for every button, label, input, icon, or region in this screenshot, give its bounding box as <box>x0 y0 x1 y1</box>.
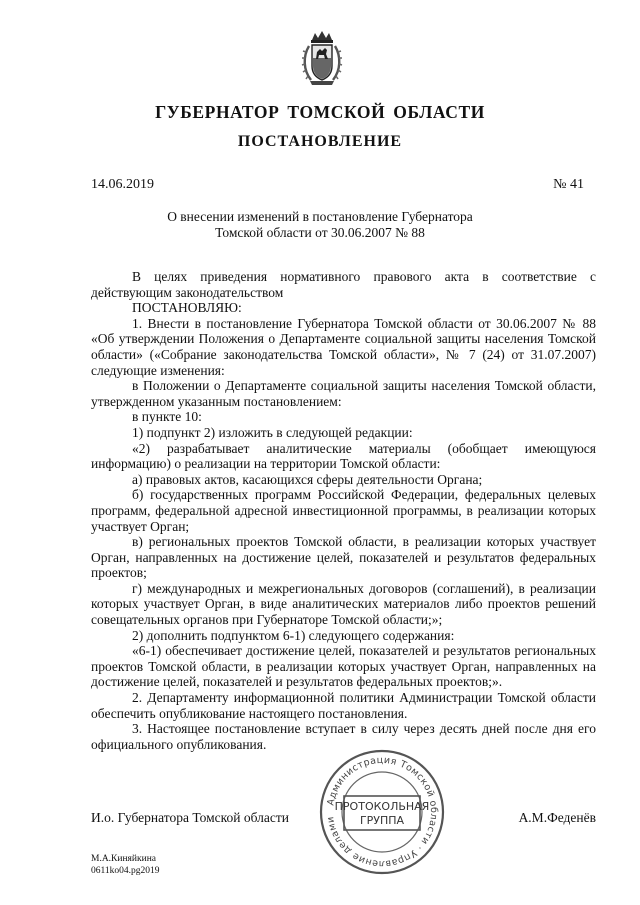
document-date: 14.06.2019 <box>91 177 154 192</box>
body-paragraph: «6-1) обеспечивает достижение целей, показателей и результатов региональных проектов Томской области, в реализации которых участвует Орган, направленных на достижение целей, показателей и результатов федеральных проектов;». <box>91 643 596 690</box>
body-paragraph: 3. Настоящее постановление вступает в силу через десять дней после дня его официального опубликования. <box>91 721 596 752</box>
subject-line: Томской области от 30.06.2007 № 88 <box>215 225 425 240</box>
signer-name: А.М.Феденёв <box>518 810 596 825</box>
body-paragraph: в) региональных проектов Томской области, в реализации которых участвует Орган, направленных на достижение целей, показателей и результатов федеральных проектов; <box>91 534 596 581</box>
body-paragraph: 1. Внести в постановление Губернатора Томской области от 30.06.2007 № 88 «Об утверждении Положения о Департаменте социальной защиты населения Томской области» («Собрание законодательства Томской области», № 7 (24) от 31.07.2007) следующие изменения: <box>91 315 596 378</box>
body-paragraph: в Положении о Департаменте социальной защиты населения Томской области, утвержденном указанным постановлением: <box>91 378 596 409</box>
coat-of-arms-icon <box>301 30 343 88</box>
body-paragraph: а) правовых актов, касающихся сферы деятельности Органа; <box>132 471 483 487</box>
stamp-line: ГРУППА <box>359 814 405 827</box>
executor-file: 0611ko04.pg2019 <box>91 866 160 876</box>
subject-line: О внесении изменений в постановление Губернатора <box>167 209 473 224</box>
executor-name: М.А.Киняйкина <box>91 854 157 864</box>
body-paragraph: б) государственных программ Российской Федерации, федеральных целевых программ, федеральной адресной инвестиционной программы, в реализации которых участвует Орган; <box>91 487 596 534</box>
stamp-ring-text: Администрация Томской области · Управление делами <box>325 754 440 870</box>
body-paragraph: «2) разрабатывает аналитические материалы (обобщает имеющуюся информацию) о реализации на территории Томской области: <box>91 440 596 472</box>
stamp-line: ПРОТОКОЛЬНАЯ <box>334 800 430 813</box>
document-type-title: ПОСТАНОВЛЕНИЕ <box>237 133 403 150</box>
body-paragraph: 2) дополнить подпунктом 6-1) следующего содержания: <box>132 627 455 643</box>
body-paragraph: в пункте 10: <box>132 409 202 425</box>
document-number: № 41 <box>553 177 584 192</box>
executor-info <box>91 853 160 877</box>
body-paragraph: г) международных и межрегиональных договоров (соглашений), в реализации которых участвует Орган, в виде аналитических материалов либо проектов решений совещательных органов при Губернаторе Томской области;»; <box>91 580 596 628</box>
authority-title: ГУБЕРНАТОР ТОМСКОЙ ОБЛАСТИ <box>155 102 485 122</box>
document-subject <box>0 209 640 241</box>
body-paragraph: В целях приведения нормативного правового акта в соответствие с действующим законодательством <box>91 269 596 300</box>
body-paragraph: 1) подпункт 2) изложить в следующей редакции: <box>132 424 413 440</box>
official-stamp <box>318 748 446 876</box>
signer-position: И.о. Губернатора Томской области <box>91 810 289 825</box>
body-paragraph: 2. Департаменту информационной политики Администрации Томской области обеспечить опубликование настоящего постановления. <box>91 690 596 721</box>
document-body <box>91 269 596 752</box>
body-paragraph: ПОСТАНОВЛЯЮ: <box>132 300 242 316</box>
